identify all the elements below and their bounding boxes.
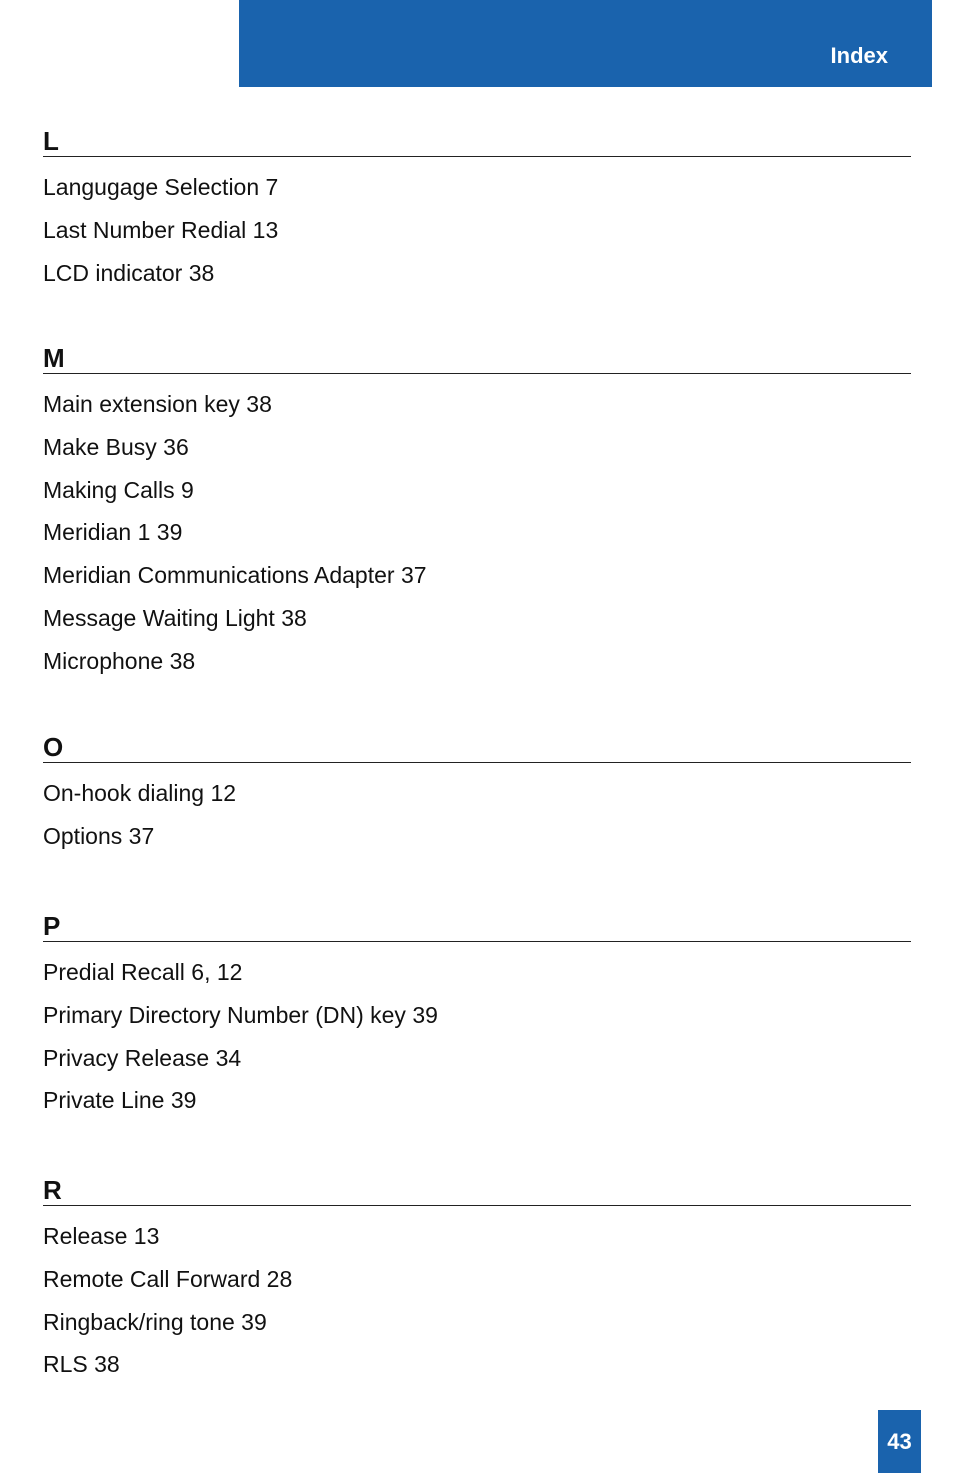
index-entry: Predial Recall 6, 12 [43,959,243,985]
index-entry: Langugage Selection 7 [43,174,279,200]
index-entry: RLS 38 [43,1351,120,1378]
section-letter: M [43,343,911,374]
index-entry: Ringback/ring tone 39 [43,1308,267,1335]
index-entry: Making Calls 9 [43,476,194,503]
index-entry: Primary Directory Number (DN) key 39 [43,1001,438,1028]
page-number-badge [878,1410,921,1473]
index-entry: Meridian 1 39 [43,519,183,546]
index-entry: Privacy Release 34 [43,1044,242,1071]
page-number: 43 [887,1428,912,1454]
index-entry: Private Line 39 [43,1087,197,1114]
page-title: Index [830,43,888,68]
section-letter: O [43,732,911,763]
index-entry: Release 13 [43,1223,160,1249]
index-entry: LCD indicator 38 [43,259,215,286]
index-entry: Remote Call Forward 28 [43,1265,293,1292]
index-section-m [43,343,911,683]
index-entry: Microphone 38 [43,647,196,674]
section-letter: R [43,1175,911,1206]
index-entry: Last Number Redial 13 [43,216,279,243]
index-section-o [43,732,911,858]
section-letter: P [43,911,911,942]
index-section-l [43,126,911,294]
index-entry: Make Busy 36 [43,433,189,460]
index-entry: Message Waiting Light 38 [43,604,307,631]
section-letter: L [43,126,911,157]
index-section-r [43,1175,911,1386]
index-entry: Meridian Communications Adapter 37 [43,562,427,589]
index-entry: On-hook dialing 12 [43,780,237,806]
index-entry: Options 37 [43,822,155,849]
index-entry: Main extension key 38 [43,391,272,417]
index-section-p [43,911,911,1122]
header-bar [239,0,932,87]
